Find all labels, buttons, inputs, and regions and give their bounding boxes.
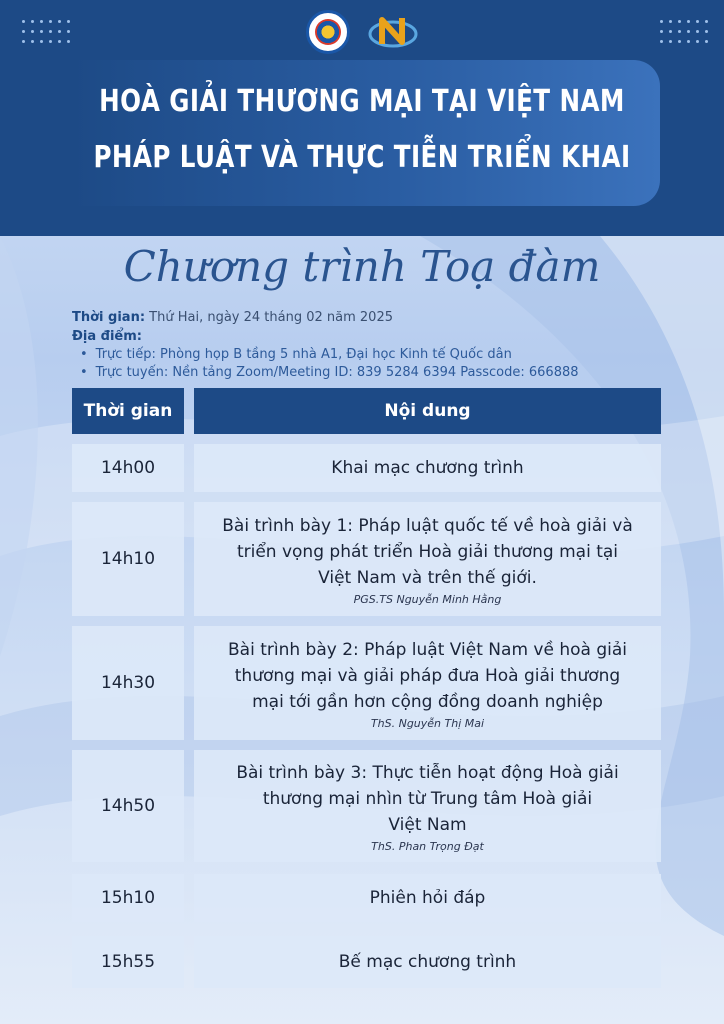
agenda-item-line: Bài trình bày 3: Thực tiễn hoạt động Hoà giải: [236, 762, 619, 783]
agenda-item-title: Bế mạc chương trình: [338, 952, 517, 972]
program-title: Chương trình Toạ đàm: [123, 242, 601, 291]
agenda-item-line: thương mại và giải pháp đưa Hoà giải thương: [234, 665, 621, 686]
event-info: [72, 308, 672, 382]
agenda-item-line: Việt Nam: [388, 814, 467, 835]
agenda-item-line: triển vọng phát triển Hoà giải thương mại tại: [236, 541, 619, 562]
table-row-time: 14h10: [72, 502, 184, 616]
agenda-item-line: Việt Nam và trên thế giới.: [318, 567, 537, 588]
time-value: Thứ Hai, ngày 24 tháng 02 năm 2025: [149, 310, 393, 325]
table-row-time: 15h10: [72, 874, 184, 922]
location-info: [72, 327, 672, 346]
speaker-name: PGS.TS Nguyễn Minh Hằng: [353, 592, 502, 606]
agenda-item-line: Bài trình bày 1: Pháp luật quốc tế về hoà giải và: [222, 515, 633, 536]
table-row-content: [194, 626, 661, 740]
table-row-time: 14h30: [72, 626, 184, 740]
table-row-time: 15h55: [72, 936, 184, 988]
agenda-item-line: mại tới gần hơn cộng đồng doanh nghiệp: [252, 691, 603, 712]
header-banner: [0, 0, 724, 236]
table-row-content: [194, 750, 661, 862]
table-row-content: [194, 874, 661, 922]
dot-pattern-left: [22, 20, 74, 48]
agenda-item-title: Phiên hỏi đáp: [369, 888, 486, 908]
time-info: [72, 308, 672, 327]
table-header-time: Thời gian: [72, 388, 184, 434]
title-line-1: HOÀ GIẢI THƯƠNG MẠI TẠI VIỆT NAM: [99, 84, 625, 119]
logos: [306, 10, 418, 54]
table-header-content: Nội dung: [194, 388, 661, 434]
speaker-name: ThS. Phan Trọng Đạt: [371, 839, 484, 853]
n-brand-logo: [368, 12, 418, 52]
agenda-item-title: Khai mạc chương trình: [331, 458, 524, 478]
university-seal-logo: [306, 10, 350, 54]
title-line-2: PHÁP LUẬT VÀ THỰC TIỄN TRIỂN KHAI: [93, 140, 631, 175]
table-row-content: [194, 502, 661, 616]
location-label: Địa điểm:: [72, 329, 142, 344]
time-label: Thời gian:: [72, 310, 146, 325]
table-row-content: [194, 444, 661, 492]
table-row-time: 14h50: [72, 750, 184, 862]
location-item-offline: • Trực tiếp: Phòng họp B tầng 5 nhà A1, Đại học Kinh tế Quốc dân: [80, 346, 672, 364]
location-item-online: • Trực tuyến: Nền tảng Zoom/Meeting ID: 839 5284 6394 Passcode: 666888: [80, 364, 672, 382]
title-box: [72, 60, 660, 206]
agenda-item-line: Bài trình bày 2: Pháp luật Việt Nam về hoà giải: [228, 639, 627, 660]
location-list: [80, 346, 672, 382]
table-row-time: 14h00: [72, 444, 184, 492]
speaker-name: ThS. Nguyễn Thị Mai: [370, 716, 485, 730]
dot-pattern-right: [660, 20, 712, 48]
agenda-item-line: thương mại nhìn từ Trung tâm Hoà giải: [262, 788, 593, 809]
table-row-content: [194, 936, 661, 988]
